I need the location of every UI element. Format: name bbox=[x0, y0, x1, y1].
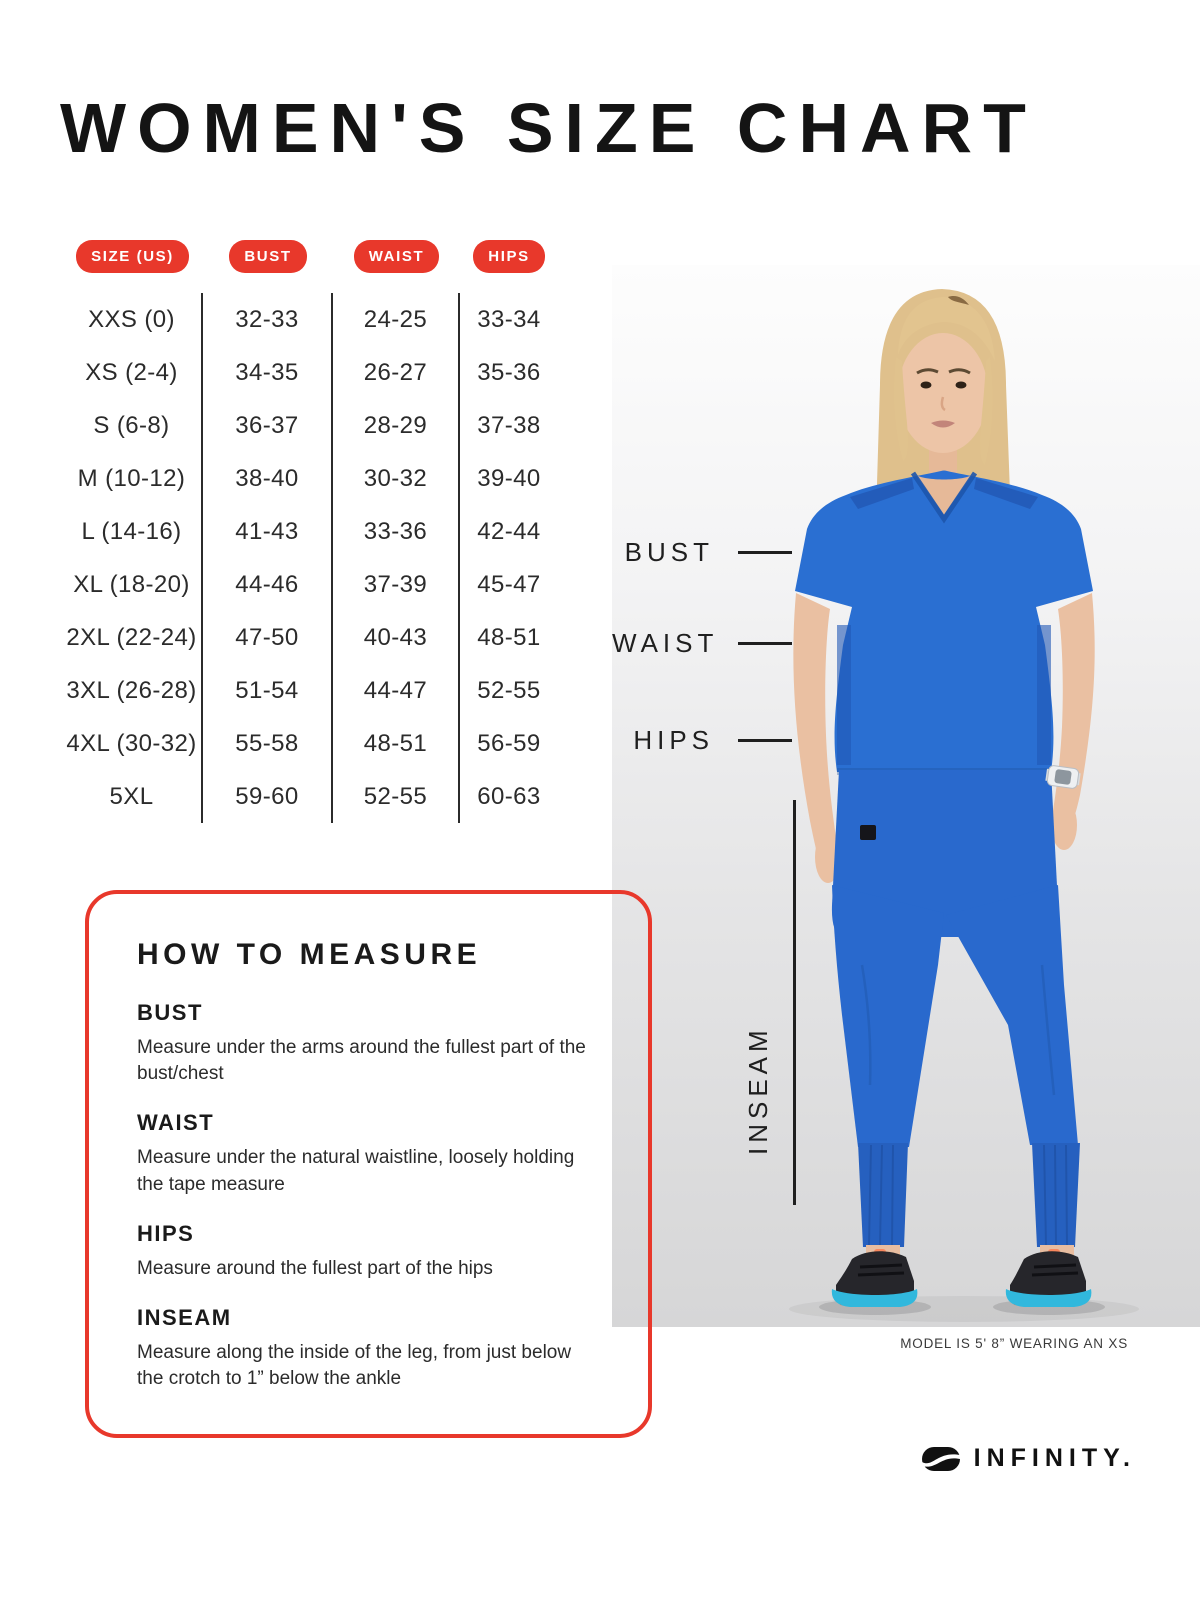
table-cell-waist: 33-36 bbox=[333, 505, 460, 558]
table-cell-hips: 37-38 bbox=[477, 411, 541, 439]
table-cell-bust: 59-60 bbox=[203, 770, 333, 823]
table-cell-hips: 56-59 bbox=[477, 729, 541, 757]
table-cell-size: XS (2-4) bbox=[62, 346, 203, 399]
model-left-arm bbox=[1050, 593, 1095, 841]
measure-section-bust: BUST Measure under the arms around the fullest part of the bust/chest bbox=[137, 1000, 586, 1085]
table-cell-hips: 60-63 bbox=[477, 782, 541, 810]
waist-callout-line bbox=[738, 642, 792, 645]
table-cell-size: 5XL bbox=[62, 770, 203, 823]
model-photo-illustration bbox=[612, 265, 1200, 1327]
hips-callout-label: HIPS bbox=[633, 725, 714, 755]
size-table bbox=[62, 293, 558, 823]
table-cell-bust: 51-54 bbox=[203, 664, 333, 717]
table-cell-bust: 41-43 bbox=[203, 505, 333, 558]
measure-section-hips: HIPS Measure around the fullest part of the hips bbox=[137, 1220, 493, 1279]
header-pill-hips: HIPS bbox=[473, 240, 544, 273]
header-pill-waist: WAIST bbox=[354, 240, 440, 273]
header-pill-size: SIZE (US) bbox=[76, 240, 189, 273]
brand-logo bbox=[921, 1444, 1136, 1473]
table-cell-bust: 32-33 bbox=[203, 293, 333, 346]
hips-callout bbox=[612, 725, 792, 756]
table-cell-bust: 36-37 bbox=[203, 399, 333, 452]
table-cell-hips: 33-34 bbox=[477, 305, 541, 333]
table-cell-waist: 26-27 bbox=[333, 346, 460, 399]
table-cell-bust: 47-50 bbox=[203, 611, 333, 664]
table-cell-hips: 52-55 bbox=[477, 676, 541, 704]
table-cell-bust: 44-46 bbox=[203, 558, 333, 611]
model-caption: MODEL IS 5' 8” WEARING AN XS bbox=[900, 1336, 1128, 1351]
inseam-callout-label: INSEAM bbox=[743, 1025, 773, 1155]
table-cell-bust: 55-58 bbox=[203, 717, 333, 770]
bust-callout-line bbox=[738, 551, 792, 554]
page-title: WOMEN'S SIZE CHART bbox=[60, 89, 1037, 167]
inseam-callout-line bbox=[793, 800, 796, 1205]
scrub-top bbox=[795, 471, 1093, 776]
smartwatch bbox=[1045, 765, 1081, 790]
bust-callout-label: BUST bbox=[624, 537, 714, 567]
table-cell-waist: 37-39 bbox=[333, 558, 460, 611]
header-pill-bust: BUST bbox=[229, 240, 306, 273]
table-cell-size: 4XL (30-32) bbox=[62, 717, 203, 770]
table-cell-hips: 45-47 bbox=[477, 570, 541, 598]
how-to-measure-box bbox=[85, 890, 652, 1438]
table-cell-bust: 34-35 bbox=[203, 346, 333, 399]
infinity-logo-icon bbox=[921, 1446, 961, 1472]
table-cell-waist: 30-32 bbox=[333, 452, 460, 505]
waist-callout-label: WAIST bbox=[612, 628, 719, 658]
hips-callout-line bbox=[738, 739, 792, 742]
table-cell-size: M (10-12) bbox=[62, 452, 203, 505]
table-cell-size: 2XL (22-24) bbox=[62, 611, 203, 664]
table-cell-size: 3XL (26-28) bbox=[62, 664, 203, 717]
table-cell-waist: 48-51 bbox=[333, 717, 460, 770]
measure-section-waist: WAIST Measure under the natural waistline, loosely holding the tape measure bbox=[137, 1110, 575, 1195]
table-cell-hips: 39-40 bbox=[477, 464, 541, 492]
table-cell-size: L (14-16) bbox=[62, 505, 203, 558]
waist-callout bbox=[612, 628, 792, 659]
brand-wordmark: INFINITY. bbox=[973, 1444, 1136, 1472]
table-cell-hips: 42-44 bbox=[477, 517, 541, 545]
table-cell-size: XL (18-20) bbox=[62, 558, 203, 611]
measure-section-inseam: INSEAM Measure along the inside of the leg, from just below the crotch to 1” below the ankle bbox=[137, 1305, 572, 1390]
table-cell-waist: 44-47 bbox=[333, 664, 460, 717]
pants-pocket-tag bbox=[860, 825, 876, 840]
table-cell-size: XXS (0) bbox=[62, 293, 203, 346]
table-cell-hips: 35-36 bbox=[477, 358, 541, 386]
how-to-measure-heading: HOW TO MEASURE bbox=[137, 938, 482, 971]
model-right-arm bbox=[793, 593, 840, 875]
table-cell-waist: 28-29 bbox=[333, 399, 460, 452]
table-cell-bust: 38-40 bbox=[203, 452, 333, 505]
scrub-pants bbox=[832, 770, 1080, 1247]
bust-callout bbox=[612, 537, 792, 568]
table-cell-waist: 52-55 bbox=[333, 770, 460, 823]
table-cell-hips: 48-51 bbox=[477, 623, 541, 651]
table-cell-size: S (6-8) bbox=[62, 399, 203, 452]
table-cell-waist: 40-43 bbox=[333, 611, 460, 664]
table-cell-waist: 24-25 bbox=[333, 293, 460, 346]
model-photo bbox=[612, 265, 1200, 1327]
size-table-header bbox=[62, 240, 558, 273]
